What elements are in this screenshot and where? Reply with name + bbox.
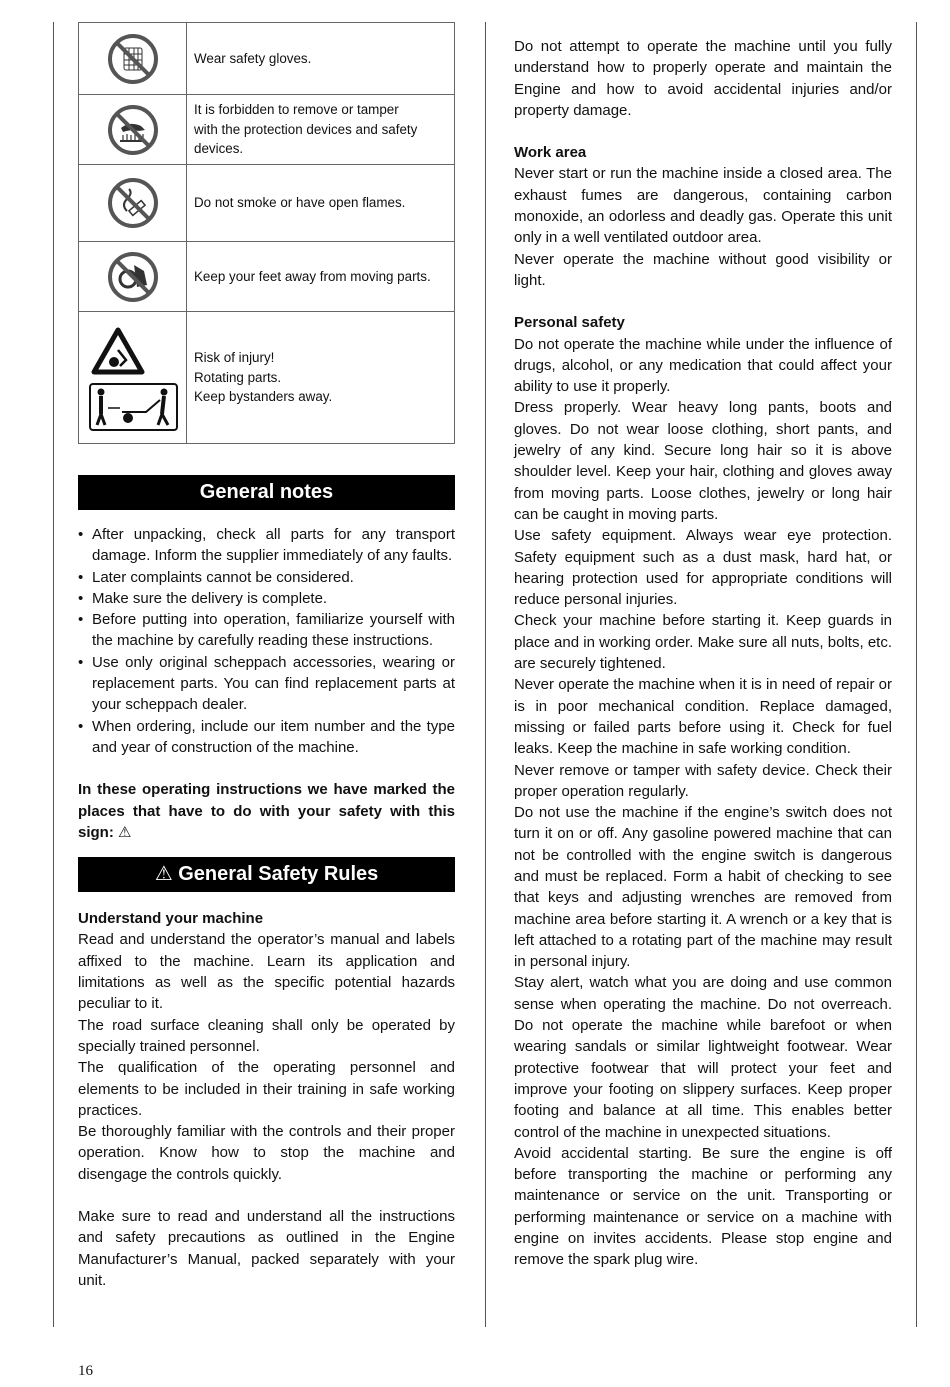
sign-text: Do not smoke or have open flames. bbox=[194, 195, 406, 211]
paragraph: Do not operate the machine while under the influence of drugs, alcohol, or any medication that could affect your ability to use it properly. bbox=[514, 335, 892, 396]
sign-text: Keep your feet away from moving parts. bbox=[194, 268, 431, 284]
paragraph: Never start or run the machine inside a closed area. The exhaust fumes are dangerous, containing carbon monoxide, an odorless and deadly gas. Operate this unit only in a well ventilated outdoor area. bbox=[514, 165, 892, 247]
general-notes-heading: General notes bbox=[78, 475, 455, 510]
sign-text-line: Keep bystanders away. bbox=[194, 389, 333, 405]
list-item: • Make sure the delivery is complete. bbox=[78, 588, 455, 609]
general-notes-list bbox=[78, 524, 455, 758]
sign-row-tamper bbox=[79, 95, 455, 165]
paragraph: Use safety equipment. Always wear eye protection. Safety equipment such as a dust mask, hard hat, or hearing protection used for appropriate conditions will reduce personal injuries. bbox=[514, 527, 892, 609]
list-item: • Use only original scheppach accessories, wearing or replacement parts. You can find replacement parts at your scheppach dealer. bbox=[78, 652, 455, 716]
list-item: • When ordering, include our item number and the type and year of construction of the machine. bbox=[78, 716, 455, 759]
sign-row-rotating bbox=[79, 312, 455, 444]
list-item: • Before putting into operation, familiarize yourself with the machine by carefully reading these instructions. bbox=[78, 609, 455, 652]
sign-text-line: with the protection devices and safety bbox=[194, 121, 418, 137]
intro-paragraph: Do not attempt to operate the machine until you fully understand how to properly operate and maintain the Engine and how to avoid accidental injuries and/or property damage. bbox=[514, 38, 892, 119]
paragraph: Stay alert, watch what you are doing and use common sense when operating the machine. Do not overreach. Do not operate the machine while barefoot or when wearing sandals or similar lightweight footwear. Wear protective footwear that will protect your feet and improve your footing on slippery surfaces. Keep proper footing and balance at all time. This enables better control of the machine in unexpected situations. bbox=[514, 974, 892, 1141]
safety-signs-table bbox=[78, 22, 455, 444]
paragraph: Be thoroughly familiar with the controls and their proper operation. Know how to stop the machine and disengage the controls quickly. bbox=[78, 1123, 455, 1183]
safety-sign-notice: In these operating instructions we have marked the places that have to do with your safety with this sign: ⚠ bbox=[78, 781, 455, 841]
sign-row-smoking bbox=[79, 165, 455, 242]
left-column bbox=[78, 22, 455, 1291]
page-number: 16 bbox=[78, 1363, 93, 1379]
list-item: • Later complaints cannot be considered. bbox=[78, 567, 455, 588]
personal-safety-heading: Personal safety bbox=[514, 314, 625, 332]
column-divider-center bbox=[485, 22, 486, 1327]
sign-text-line: It is forbidden to remove or tamper bbox=[194, 101, 399, 117]
paragraph: Check your machine before starting it. Keep guards in place and in working order. Make sure all nuts, bolts, etc. are securely tightened. bbox=[514, 612, 892, 673]
work-area-heading: Work area bbox=[514, 144, 587, 162]
sign-text-line: Rotating parts. bbox=[194, 369, 282, 385]
engine-manual-note: Make sure to read and understand all the instructions and safety precautions as outlined in the Engine Manufacturer’s Manual, packed separately with your unit. bbox=[78, 1208, 455, 1289]
column-divider-left bbox=[53, 22, 54, 1327]
understand-machine-heading: Understand your machine bbox=[78, 910, 264, 928]
paragraph: Dress properly. Wear heavy long pants, boots and gloves. Do not wear loose clothing, short pants, and jewelry of any kind. Secure long hair so it is above shoulder level. Keep your hair, clothing and gloves away from moving parts. Loose clothes, jewelry or long hair can be caught in moving parts. bbox=[514, 399, 892, 523]
right-column bbox=[514, 36, 892, 1271]
sign-text-line: Risk of injury! bbox=[194, 349, 275, 365]
paragraph: Avoid accidental starting. Be sure the engine is off before transporting the machine or performing any maintenance or service on the unit. Transporting or performing maintenance or service on a machine with engine on invites accidents. Please stop engine and remove the spark plug wire. bbox=[514, 1144, 892, 1269]
sign-text: Wear safety gloves. bbox=[194, 50, 312, 66]
paragraph: The road surface cleaning shall only be operated by specially trained personnel. bbox=[78, 1016, 455, 1055]
general-safety-rules-heading: ⚠ General Safety Rules bbox=[78, 857, 455, 892]
paragraph: Read and understand the operator’s manual and labels affixed to the machine. Learn its application and limitations as well as the specific potential hazards peculiar to it. bbox=[78, 931, 455, 1013]
list-item: • After unpacking, check all parts for any transport damage. Inform the supplier immediately of any faults. bbox=[78, 524, 455, 567]
no-feet-moving-parts-icon bbox=[107, 251, 159, 303]
no-gloves-prohibition-icon bbox=[107, 33, 159, 85]
paragraph: Never operate the machine without good visibility or light. bbox=[514, 250, 892, 289]
sign-text-line: devices. bbox=[194, 141, 244, 157]
sign-row-feet bbox=[79, 242, 455, 312]
no-smoking-icon bbox=[107, 177, 159, 229]
column-divider-right bbox=[916, 22, 917, 1327]
paragraph: Never remove or tamper with safety device. Check their proper operation regularly. bbox=[514, 761, 892, 800]
no-tamper-prohibition-icon bbox=[107, 104, 159, 156]
rotating-parts-warning-icon bbox=[84, 322, 182, 434]
paragraph: Never operate the machine when it is in need of repair or is in poor mechanical condition. Replace damaged, missing or failed parts before using it. Check for fuel leaks. Keep the machine in safe working condition. bbox=[514, 676, 892, 758]
paragraph: Do not use the machine if the engine’s switch does not turn it on or off. Any gasoline powered machine that can not be controlled with the engine switch is dangerous and must be replaced. Form a habit of checking to see that keys and adjusting wrenches are removed from machine area before starting it. A wrench or a key that is left attached to a rotating part of the machine may result in personal injury. bbox=[514, 804, 892, 971]
paragraph: The qualification of the operating personnel and elements to be included in their training in safe working practices. bbox=[78, 1059, 455, 1119]
sign-row-gloves bbox=[79, 23, 455, 95]
